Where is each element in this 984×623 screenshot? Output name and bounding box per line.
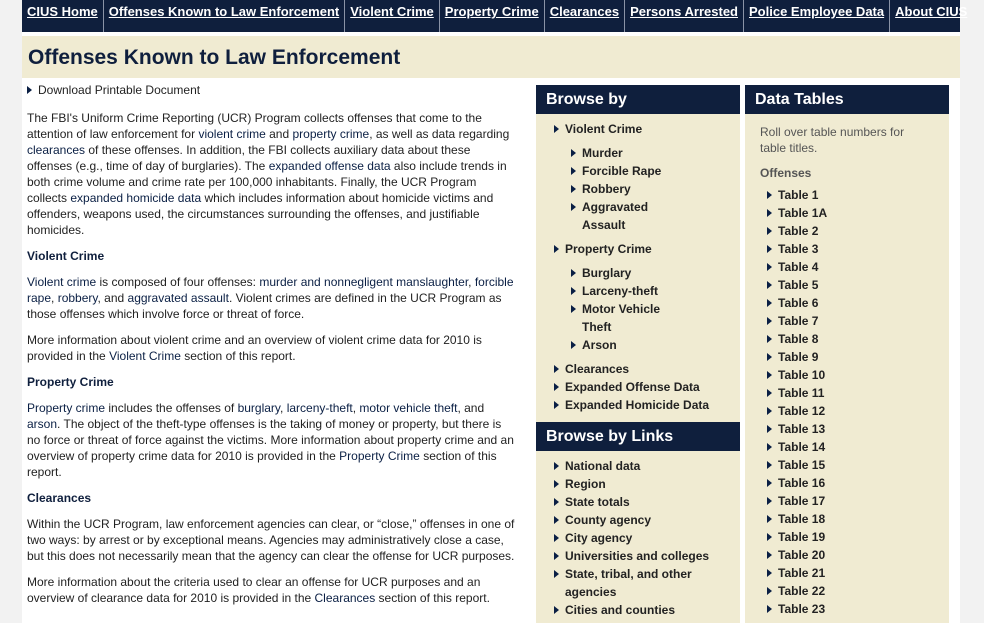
link-violent-crime-section[interactable]: Violent Crime <box>109 349 181 363</box>
nav-offenses-known[interactable]: Offenses Known to Law Enforcement <box>104 0 345 32</box>
triangle-right-icon <box>767 335 772 343</box>
link-larceny-theft[interactable]: larceny-theft <box>286 401 353 415</box>
nav-persons-arrested[interactable]: Persons Arrested <box>625 0 744 32</box>
intro-paragraph: The FBI's Uniform Crime Reporting (UCR) Program collects offenses that come to the attention of law enforcement for violent crime and property crime, as well as data regarding clearances of these offenses. In addition, the FBI collects auxiliary data about these offenses (e.g., time of day of burglaries). The expanded offense data also include trends in both crime volume and crime rate per 100,000 inhabitants. Finally, the UCR Program collects expanded homicide data which includes information about homicide victims and offenders, weapons used, the circumstances surrounding the offenses, and justifiable homicides. <box>27 111 510 237</box>
triangle-right-icon <box>767 371 772 379</box>
nav-cius-home[interactable]: CIUS Home <box>22 0 104 32</box>
browse-arson[interactable]: Arson <box>536 336 740 354</box>
violent-crime-more: More information about violent crime and an overview of violent crime data for 2010 is provided in the Violent Crime section of this report. <box>27 333 482 363</box>
link-violent-crime-def[interactable]: Violent crime <box>27 275 97 289</box>
triangle-right-icon <box>767 389 772 397</box>
table-link[interactable]: Table 13 <box>745 420 949 438</box>
nav-police-employee-data[interactable]: Police Employee Data <box>744 0 890 32</box>
table-link[interactable]: Table 8 <box>745 330 949 348</box>
triangle-right-icon <box>767 533 772 541</box>
triangle-right-icon <box>571 167 576 175</box>
browse-murder[interactable]: Murder <box>536 144 740 162</box>
triangle-right-icon <box>767 587 772 595</box>
table-link[interactable]: Table 22 <box>745 582 949 600</box>
data-tables-note: Roll over table numbers for table titles. <box>760 125 905 155</box>
table-link[interactable]: Table 16 <box>745 474 949 492</box>
triangle-right-icon <box>767 425 772 433</box>
triangle-right-icon <box>767 263 772 271</box>
nav-clearances[interactable]: Clearances <box>545 0 625 32</box>
triangle-right-icon <box>767 299 772 307</box>
link-expanded-homicide-data[interactable]: expanded homicide data <box>70 191 202 205</box>
nav-property-crime[interactable]: Property Crime <box>440 0 545 32</box>
table-link[interactable]: Table 2 <box>745 222 949 240</box>
property-crime-heading: Property Crime <box>27 375 114 389</box>
triangle-right-icon <box>27 86 32 94</box>
clearances-paragraph: Within the UCR Program, law enforcement agencies can clear, or “close,” offenses in one of two ways: by arrest or by exceptional means. Agencies may administratively close a case, but this does not necessarily mean that the agency can clear the offense for UCR purposes. <box>27 517 515 563</box>
link-robbery[interactable]: robbery <box>57 291 98 305</box>
browse-larceny-theft[interactable]: Larceny-theft <box>536 282 740 300</box>
link-property-crime-def[interactable]: Property crime <box>27 401 106 415</box>
triangle-right-icon <box>554 125 559 133</box>
triangle-right-icon <box>554 365 559 373</box>
link-state-totals[interactable]: State totals <box>536 493 740 511</box>
triangle-right-icon <box>767 227 772 235</box>
link-burglary[interactable]: burglary <box>237 401 281 415</box>
triangle-right-icon <box>767 461 772 469</box>
link-region[interactable]: Region <box>536 475 740 493</box>
link-clearances-section[interactable]: Clearances <box>314 591 376 605</box>
triangle-right-icon <box>767 353 772 361</box>
triangle-right-icon <box>554 606 559 614</box>
triangle-right-icon <box>767 551 772 559</box>
triangle-right-icon <box>554 498 559 506</box>
triangle-right-icon <box>571 269 576 277</box>
table-link[interactable]: Table 21 <box>745 564 949 582</box>
data-tables-heading: Data Tables <box>745 85 949 114</box>
top-navigation <box>22 0 968 32</box>
triangle-right-icon <box>767 317 772 325</box>
violent-crime-paragraph: Violent crime is composed of four offenses: murder and nonnegligent manslaughter, forcible rape, robbery, and aggravated assault. Violent crimes are defined in the UCR Program as those offenses which involve force or threat of force. <box>27 275 514 321</box>
browse-clearances[interactable]: Clearances <box>536 360 740 378</box>
table-link[interactable]: Table 1A <box>745 204 949 222</box>
link-violent-crime[interactable]: violent crime <box>198 127 266 141</box>
triangle-right-icon <box>554 401 559 409</box>
link-arson[interactable]: arson <box>27 417 58 431</box>
link-universities-colleges[interactable]: Universities and colleges <box>536 547 740 565</box>
table-link[interactable]: Table 4 <box>745 258 949 276</box>
table-link[interactable]: Table 20 <box>745 546 949 564</box>
browse-burglary[interactable]: Burglary <box>536 264 740 282</box>
triangle-right-icon <box>767 407 772 415</box>
browse-by-list <box>536 114 740 414</box>
table-link[interactable]: Table 10 <box>745 366 949 384</box>
link-property-crime-section[interactable]: Property Crime <box>339 449 420 463</box>
table-links-list <box>745 186 949 618</box>
main-article <box>27 82 517 616</box>
triangle-right-icon <box>554 383 559 391</box>
table-link[interactable]: Table 3 <box>745 240 949 258</box>
link-national-data[interactable]: National data <box>536 457 740 475</box>
browse-aggravated-assault[interactable]: Aggravated Assault <box>536 198 656 234</box>
triangle-right-icon <box>554 245 559 253</box>
browse-expanded-homicide-data[interactable]: Expanded Homicide Data <box>536 396 740 414</box>
table-link[interactable]: Table 23 <box>745 600 949 618</box>
offenses-subheading: Offenses <box>760 166 812 180</box>
triangle-right-icon <box>554 516 559 524</box>
triangle-right-icon <box>554 534 559 542</box>
link-cities-counties[interactable]: Cities and counties <box>536 601 740 619</box>
nav-violent-crime[interactable]: Violent Crime <box>345 0 440 32</box>
browse-robbery[interactable]: Robbery <box>536 180 740 198</box>
triangle-right-icon <box>571 341 576 349</box>
table-link[interactable]: Table 1 <box>745 186 949 204</box>
table-link[interactable]: Table 15 <box>745 456 949 474</box>
page-title: Offenses Known to Law Enforcement <box>28 46 401 69</box>
triangle-right-icon <box>571 149 576 157</box>
browse-expanded-offense-data[interactable]: Expanded Offense Data <box>536 378 740 396</box>
link-murder[interactable]: murder and nonnegligent manslaughter <box>259 275 469 289</box>
table-link[interactable]: Table 17 <box>745 492 949 510</box>
triangle-right-icon <box>767 605 772 613</box>
triangle-right-icon <box>767 479 772 487</box>
link-motor-vehicle-theft[interactable]: motor vehicle theft <box>359 401 458 415</box>
triangle-right-icon <box>571 185 576 193</box>
table-link[interactable]: Table 12 <box>745 402 949 420</box>
browse-property-crime[interactable]: Property Crime <box>536 240 740 258</box>
table-link[interactable]: Table 18 <box>745 510 949 528</box>
title-bar <box>22 36 960 78</box>
browse-by-heading: Browse by <box>536 85 740 114</box>
data-tables-panel <box>745 85 949 623</box>
table-link[interactable]: Table 5 <box>745 276 949 294</box>
table-link[interactable]: Table 7 <box>745 312 949 330</box>
link-forcible-rape[interactable]: forcible rape <box>27 275 514 305</box>
triangle-right-icon <box>767 281 772 289</box>
property-crime-paragraph: Property crime includes the offenses of burglary, larceny-theft, motor vehicle theft, and arson. The object of the theft-type offenses is the taking of money or property, but there is no force or threat of force against the victims. More information about property crime and an overview of property crime data for 2010 is provided in the Property Crime section of this report. <box>27 401 514 479</box>
triangle-right-icon <box>767 245 772 253</box>
table-link[interactable]: Table 11 <box>745 384 949 402</box>
link-property-crime[interactable]: property crime <box>292 127 370 141</box>
table-link[interactable]: Table 14 <box>745 438 949 456</box>
triangle-right-icon <box>554 480 559 488</box>
triangle-right-icon <box>554 552 559 560</box>
triangle-right-icon <box>571 305 576 313</box>
triangle-right-icon <box>571 287 576 295</box>
link-clearances[interactable]: clearances <box>27 143 86 157</box>
triangle-right-icon <box>767 209 772 217</box>
link-state-tribal-other[interactable]: State, tribal, and other agencies <box>536 565 701 601</box>
table-link[interactable]: Table 6 <box>745 294 949 312</box>
triangle-right-icon <box>767 443 772 451</box>
nav-about-cius[interactable]: About CIUS <box>895 4 968 19</box>
triangle-right-icon <box>767 515 772 523</box>
triangle-right-icon <box>554 462 559 470</box>
triangle-right-icon <box>767 497 772 505</box>
browse-motor-vehicle-theft[interactable]: Motor Vehicle Theft <box>536 300 676 336</box>
browse-violent-crime[interactable]: Violent Crime <box>536 120 740 138</box>
download-link[interactable] <box>27 82 517 98</box>
link-county-agency[interactable]: County agency <box>536 511 740 529</box>
browse-by-links-heading: Browse by Links <box>536 422 740 451</box>
browse-forcible-rape[interactable]: Forcible Rape <box>536 162 740 180</box>
clearances-more: More information about the criteria used to clear an offense for UCR purposes and an overview of clearance data for 2010 is provided in the Clearances section of this report. <box>27 575 490 605</box>
download-label: Download Printable Document <box>38 83 201 97</box>
clearances-heading: Clearances <box>27 491 92 505</box>
browse-by-links-list <box>536 451 740 619</box>
table-link[interactable]: Table 9 <box>745 348 949 366</box>
triangle-right-icon <box>554 570 559 578</box>
link-aggravated-assault[interactable]: aggravated assault <box>127 291 229 305</box>
link-expanded-offense-data[interactable]: expanded offense data <box>268 159 391 173</box>
table-link[interactable]: Table 19 <box>745 528 949 546</box>
triangle-right-icon <box>767 569 772 577</box>
page-content <box>22 32 960 623</box>
violent-crime-heading: Violent Crime <box>27 249 105 263</box>
browse-by-panel <box>536 85 740 623</box>
triangle-right-icon <box>571 203 576 211</box>
triangle-right-icon <box>767 191 772 199</box>
link-city-agency[interactable]: City agency <box>536 529 740 547</box>
